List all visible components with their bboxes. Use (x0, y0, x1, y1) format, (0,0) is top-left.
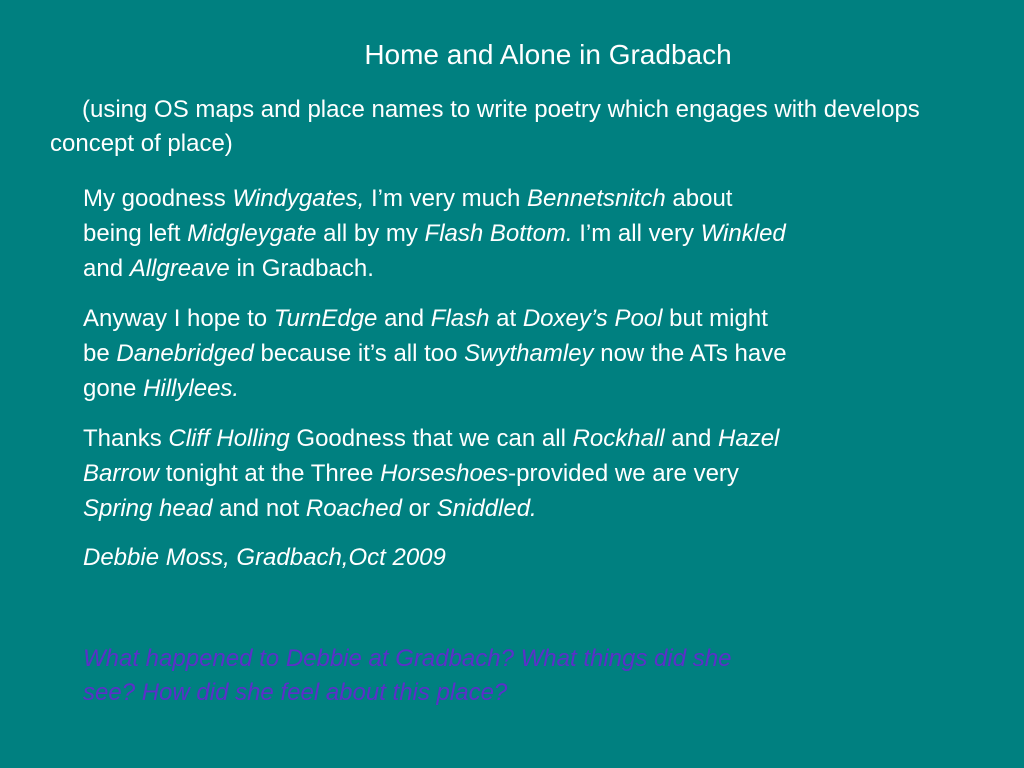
text: Thanks (83, 425, 169, 452)
text: at (489, 305, 523, 332)
place-name: Barrow (83, 460, 160, 487)
page-title: Home and Alone in Gradbach (364, 39, 732, 70)
question-line-1: What happened to Debbie at Gradbach? What things did she (83, 645, 732, 672)
poem-stanza-2 (83, 301, 943, 406)
place-name: Rockhall (572, 425, 665, 452)
stanza-1-line-2 (83, 216, 943, 251)
text: Anyway I hope to (83, 305, 274, 332)
place-name: Hillylees. (143, 375, 240, 402)
text: I’m very much (364, 185, 527, 212)
stanza-3-line-3 (83, 491, 943, 526)
stanza-3-line-1 (83, 421, 943, 456)
text: being left (83, 220, 188, 247)
text: or (401, 495, 437, 522)
place-name: Doxey’s Pool (522, 305, 663, 332)
stanza-2-line-2 (83, 336, 943, 371)
text: and (377, 305, 431, 332)
discussion-question (83, 642, 883, 710)
text: because it’s all too (253, 340, 465, 367)
text: but might (662, 305, 768, 332)
text: about (665, 185, 733, 212)
text: and (83, 255, 130, 282)
stanza-1-line-1 (83, 181, 943, 216)
place-name: TurnEdge (273, 305, 378, 332)
place-name: Flash Bottom. (424, 220, 573, 247)
place-name: Danebridged (116, 340, 254, 367)
text: be (83, 340, 117, 367)
text: I’m all very (572, 220, 701, 247)
place-name: Cliff Holling (168, 425, 290, 452)
place-name: Midgleygate (187, 220, 317, 247)
text: gone (83, 375, 144, 402)
text: and not (212, 495, 306, 522)
signature: Debbie Moss, Gradbach,Oct 2009 (83, 544, 446, 571)
text: -provided we are very (508, 460, 739, 487)
place-name: Spring head (83, 495, 213, 522)
text: tonight at the Three (159, 460, 381, 487)
place-name: Windygates, (232, 185, 365, 212)
place-name: Sniddled. (436, 495, 537, 522)
text: now the ATs have (593, 340, 787, 367)
place-name: Roached (305, 495, 402, 522)
stanza-1-line-3 (83, 251, 943, 286)
text: in Gradbach. (229, 255, 374, 282)
place-name: Horseshoes (380, 460, 509, 487)
place-name: Bennetsnitch (526, 185, 666, 212)
place-name: Allgreave (129, 255, 230, 282)
stanza-3-line-2 (83, 456, 943, 491)
stanza-2-line-3 (83, 371, 943, 406)
text: Goodness that we can all (289, 425, 573, 452)
place-name: Swythamley (464, 340, 594, 367)
text: My goodness (83, 185, 233, 212)
poem-stanza-1 (83, 181, 943, 286)
text: and (664, 425, 719, 452)
poem-stanza-3 (83, 421, 943, 526)
subtitle: (using OS maps and place names to write poetry which engages with develops concept of place) (50, 96, 920, 157)
place-name: Winkled (700, 220, 786, 247)
question-line-2: see? How did she feel about this place? (83, 679, 508, 706)
stanza-2-line-1 (83, 301, 943, 336)
text: all by my (316, 220, 425, 247)
place-name: Hazel (718, 425, 780, 452)
place-name: Flash (430, 305, 490, 332)
